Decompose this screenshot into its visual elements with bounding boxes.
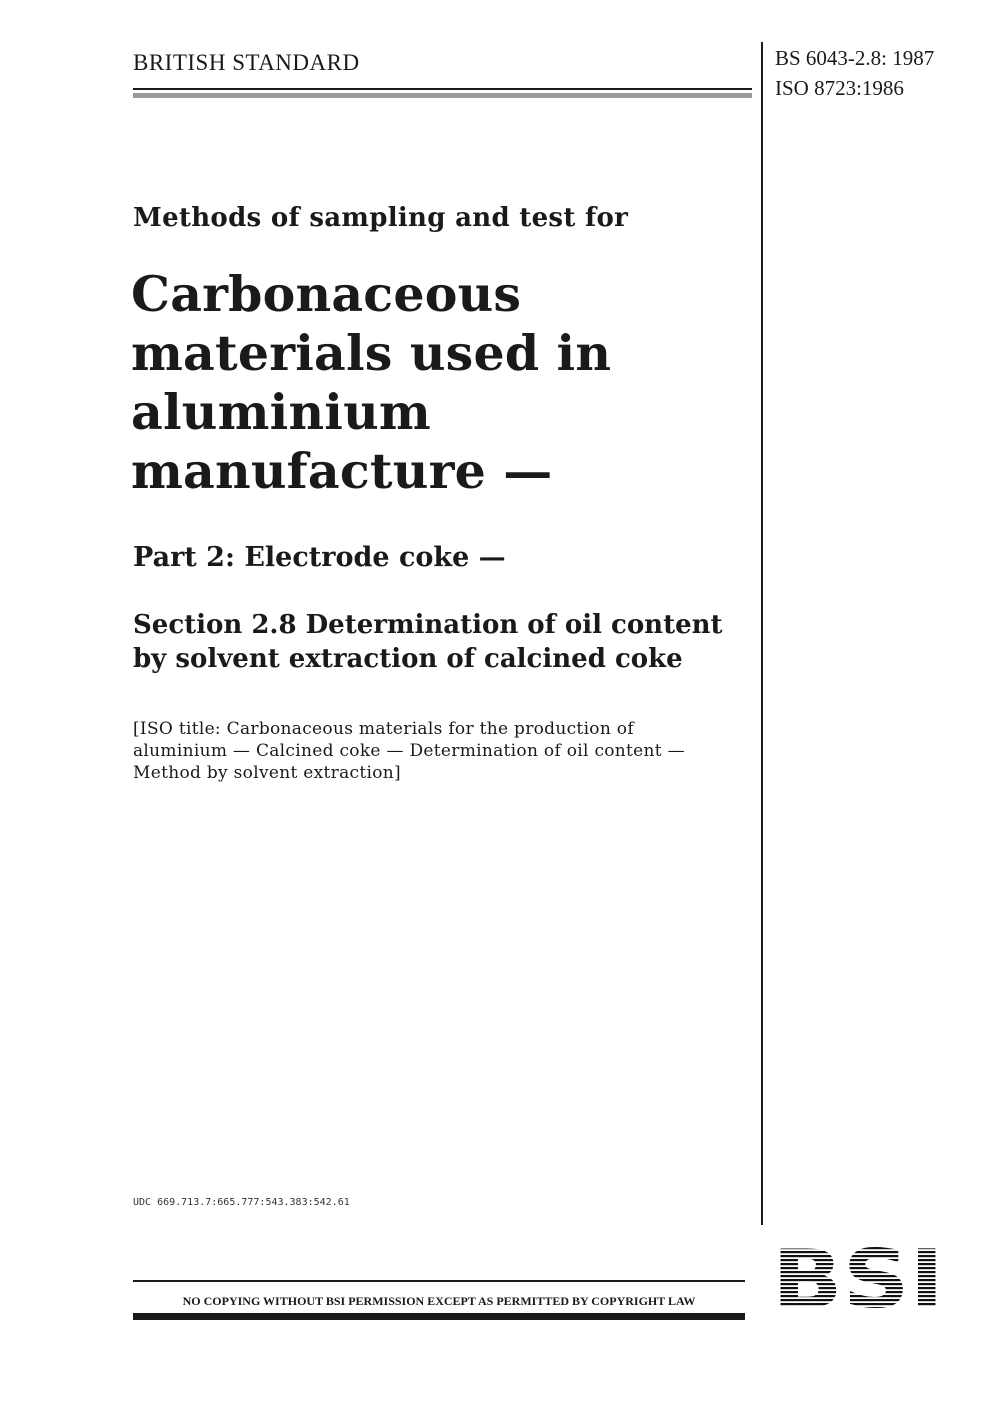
standard-type-label: BRITISH STANDARD [133,50,360,75]
copyright-notice: NO COPYING WITHOUT BSI PERMISSION EXCEPT AS PERMITTED BY COPYRIGHT LAW [182,1294,696,1308]
udc-classification: UDC 669.713.7:665.777:543.383:542.61 [133,1197,350,1208]
header-rule-thick [133,93,752,98]
bsi-logo-icon [770,1243,946,1313]
copyright-rule-bottom [133,1313,745,1320]
standard-numbers [775,46,985,100]
vertical-divider [761,42,763,1225]
copyright-rule-top [133,1280,745,1282]
main-title: Carbonaceous materials used in aluminium manufacture — [131,265,612,500]
header-rule-thin [133,88,752,90]
iso-number: ISO 8723:1986 [775,76,904,100]
part-title: Part 2: Electrode coke — [133,542,506,573]
section-title: Section 2.8 Determination of oil content by solvent extraction of calcined coke [133,610,723,674]
series-title: Methods of sampling and test for [133,203,629,233]
bs-number: BS 6043-2.8: 1987 [775,46,935,70]
header-rule [133,88,752,98]
iso-title: [ISO title: Carbonaceous materials for the production of aluminium — Calcined coke — Determination of oil content — Method by solvent extraction] [133,719,685,783]
